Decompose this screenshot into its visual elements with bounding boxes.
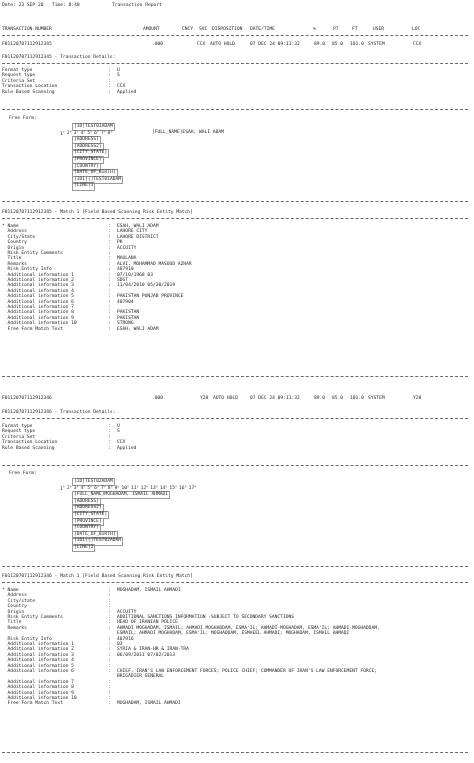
field-colon: : (108, 245, 111, 251)
field-label: Transaction Location (2, 84, 58, 90)
ruler-number: 10 (121, 486, 127, 492)
ruler-number: 17 (188, 486, 195, 492)
field-label: Risk Entity Comments (2, 251, 63, 256)
field-colon: : (108, 625, 111, 631)
col-ft: FT (352, 27, 358, 32)
field-label: * Name (2, 224, 19, 229)
ruler-number: 6 (94, 486, 97, 492)
ruler-number: 5 (87, 131, 91, 137)
ruler-marker: º (69, 129, 72, 134)
field-label: Origin (2, 609, 25, 615)
field-value: ACCUITY (117, 609, 137, 615)
field-colon: : (108, 440, 111, 446)
field-label: City/State (2, 234, 36, 240)
field-value: U (117, 424, 120, 429)
field-value: 07/10/1968 03 (117, 272, 153, 278)
free-form-field: [PROVINCE] (72, 518, 104, 526)
ruler-marker: º (110, 484, 113, 489)
transaction-pt: 85.0 (332, 396, 344, 401)
field-label: Transaction Location (2, 440, 58, 446)
field-label: Additional information 1 (2, 272, 74, 278)
field-colon: : (108, 642, 111, 647)
ruler-marker: º (96, 484, 99, 489)
ruler-number: 14 (159, 486, 166, 492)
ruler-marker: º (69, 484, 72, 489)
transaction-svc: AUTO HOLD (213, 396, 238, 401)
field-label: Address (2, 593, 27, 599)
ruler-number: 13 (150, 486, 156, 492)
field-label: Additional information 4 (2, 658, 74, 664)
ruler-number: 6 (94, 131, 97, 137)
field-colon: : (108, 620, 111, 626)
free-form-field: [CITY_STATE] (72, 149, 109, 157)
transaction-percent: 89.0 (314, 396, 326, 401)
ruler-number: 1 (60, 486, 63, 492)
ruler-marker: º (83, 129, 86, 134)
transaction-number: F01120707112912346 (2, 396, 52, 401)
field-label: Format type (2, 68, 33, 73)
field-value: Applied (117, 89, 137, 95)
ruler-marker: º (155, 484, 158, 489)
divider (2, 418, 468, 419)
free-form-field: [ADDRESS2] (72, 504, 104, 512)
field-colon: : (108, 240, 111, 246)
free-form-label: Free Form: (9, 471, 37, 476)
transaction-cncy: CCX (197, 42, 206, 47)
ruler-number: 4 (80, 131, 84, 137)
field-value: CCX (117, 84, 126, 90)
transaction-percent: 89.0 (314, 42, 326, 47)
field-value: 407904 (117, 299, 134, 305)
free-form-field: [PROVINCE] (72, 156, 104, 164)
divider (2, 465, 468, 466)
ruler-marker: º (90, 484, 93, 489)
transaction-amount: .000 (152, 396, 164, 401)
field-label: Title (2, 256, 22, 262)
ruler-number: 5 (87, 486, 91, 492)
free-form-field: [CITY_STATE] (72, 511, 109, 519)
free-form-field: [LINE]2 (72, 544, 95, 552)
free-form-inline-field: [FULL_NAME]ESAH, WALI ADAM (152, 129, 224, 135)
field-colon: : (108, 305, 111, 310)
field-colon: : (108, 658, 111, 664)
ruler-number: 7 (100, 486, 104, 492)
field-value: 407916 (117, 636, 134, 642)
free-form-field: [LINE]1 (72, 182, 95, 190)
field-label: Risk Entity Info (2, 636, 52, 642)
ruler-marker: º (103, 129, 106, 134)
field-label: Origin (2, 245, 25, 251)
field-colon: : (108, 434, 111, 440)
field-row (2, 701, 462, 706)
field-label: Remarks (2, 625, 27, 631)
field-colon: : (108, 278, 111, 283)
field-value: 11/04/2010 05/30/2019 (117, 283, 176, 289)
free-form-field: [ID1][]TEST02ADAM (72, 537, 123, 545)
field-label: Additional information 8 (2, 310, 74, 316)
ruler-marker: º (184, 484, 187, 489)
ruler-number: 3 (73, 131, 77, 137)
ruler-number: 16 (179, 486, 185, 492)
free-form-field: [FULL_NAME]MOGHADAM, ISMAIL AHMADI (72, 491, 170, 499)
field-label: Additional information 10 (2, 321, 77, 327)
details-title: F01120707112912345 - Transaction Details: (2, 55, 116, 60)
ruler-number: 8 (107, 486, 111, 492)
field-colon: : (108, 234, 111, 240)
field-label: Additional information 2 (2, 278, 74, 283)
field-colon: : (108, 429, 111, 435)
field-colon: : (108, 78, 111, 84)
field-value: AHMADI MOGHADAM, ISMAIL; AHMADI MOGHADDAM, ESMA'IL; AHMADI-MOGHADAM, ESMA'IL; AHMADI-MOGHADDAM, (117, 625, 380, 631)
field-label: City/state (2, 598, 36, 604)
ruler-marker: º (146, 484, 149, 489)
field-colon: : (108, 685, 111, 691)
field-value: PAKISTAN (117, 315, 140, 321)
field-colon: : (108, 679, 111, 685)
details-title: F01120707112912346 - Transaction Details: (2, 410, 116, 415)
divider (2, 566, 468, 567)
field-colon: : (108, 299, 111, 305)
field-value: ESAH, WALI ADAM (117, 326, 159, 332)
field-value: CCX (117, 440, 126, 446)
field-value: U (117, 68, 120, 73)
report-date: Date: 23 SEP 20 (2, 3, 44, 8)
field-colon: : (108, 588, 111, 593)
field-label: Country (2, 240, 27, 246)
field-value: CHIEF, IRAN'S LAW ENFORCEMENT FORCES; POLICE CHIEF; COMMANDER OF IRAN'S LAW ENFORCEMENT FORCE; (117, 669, 377, 674)
field-label: Rule Based Scanning (2, 445, 55, 451)
free-form-field: [DATE_OF_BIRTH] (72, 531, 118, 539)
field-label: Free Form Match Text (2, 701, 63, 707)
ruler-marker: º (103, 484, 106, 489)
field-label: Free Form Match Text (2, 326, 63, 332)
field-value: SYRIA & IRAN-HR & IRAN-TRA (117, 647, 189, 653)
field-colon: : (108, 73, 111, 79)
ruler-marker: º (110, 129, 113, 134)
field-colon: : (108, 261, 111, 267)
transaction-datetime: 07 DEC 24 09:11:32 (250, 396, 300, 401)
field-colon: : (108, 310, 111, 316)
col-cncy: CNCY (182, 27, 194, 32)
col-transaction-number: TRANSACTION NUMBER (2, 27, 52, 32)
field-colon: : (108, 663, 111, 669)
field-label: Additional information 10 (2, 696, 77, 701)
field-colon: : (108, 696, 111, 701)
field-colon: : (108, 89, 111, 95)
field-colon: : (108, 326, 111, 332)
ruler-marker: º (96, 129, 99, 134)
field-colon: : (108, 321, 111, 327)
field-colon: : (108, 636, 111, 642)
field-colon: : (108, 652, 111, 658)
field-value: MOGHADAM, ISMAIL AHMADI (117, 588, 181, 593)
transaction-loc: Y28 (413, 396, 422, 401)
field-label: Additional information 4 (2, 288, 74, 294)
ruler-number: 15 (169, 486, 175, 492)
free-form-field: [ID1][]TEST01ADAM (72, 176, 123, 184)
field-value: MAULANA (117, 256, 137, 262)
field-value: ALVI, MOHAMMAD MASOOD AZHAR (117, 261, 192, 267)
transaction-pt: 85.0 (332, 42, 344, 47)
field-colon: : (108, 647, 111, 653)
free-form-label: Free Form: (9, 116, 37, 121)
free-form-field: [ADDRESS] (72, 498, 101, 506)
field-label: Additional information 7 (2, 679, 74, 685)
field-colon: : (108, 224, 111, 229)
ruler-marker: º (90, 129, 93, 134)
field-colon: : (108, 445, 111, 451)
ruler-marker: º (174, 484, 178, 489)
ruler-marker: º (127, 484, 130, 489)
report-time: Time: 8:40 (52, 3, 80, 8)
field-value: ESMAIL; AHMADI MOGHADAM, ESMA'IL; MOGHADDAM, ESMAEEL AHMADI; MOGHADAM, ISMAIL AHMADI (117, 631, 350, 637)
field-label: Additional information 3 (2, 652, 74, 658)
ruler-number: 1 (60, 131, 63, 137)
ruler-marker: º (76, 129, 79, 134)
field-label: Risk Entity Comments (2, 615, 63, 620)
field-colon: : (108, 294, 111, 300)
field-colon: : (108, 615, 111, 620)
field-label: Additional information 9 (2, 315, 74, 321)
ruler-marker: º (136, 484, 139, 489)
transaction-user: SYSTEM (368, 396, 385, 401)
field-label: Request type (2, 73, 36, 79)
divider (2, 218, 468, 219)
field-value: PAKISTAN PUNJAB PROVINCE (117, 294, 184, 300)
field-value: S (117, 429, 120, 435)
field-label: Remarks (2, 261, 27, 267)
field-value: 03 (117, 642, 123, 647)
col-amount: AMOUNT (143, 27, 160, 32)
field-colon: : (108, 288, 111, 294)
ruler-marker: º (117, 484, 120, 489)
transaction-amount: .000 (152, 42, 164, 47)
ruler-number: 2 (66, 486, 70, 492)
field-value: ADDITIONAL SANCTIONS INFORMATION -SUBJECT TO SECONDARY SANCTIONS (117, 615, 295, 620)
transaction-ft: 101.0 (350, 396, 364, 401)
field-label: Title (2, 620, 22, 626)
divider (2, 109, 468, 110)
field-colon: : (108, 604, 111, 610)
field-label: Additional information 6 (2, 669, 74, 674)
ruler-marker: º (83, 484, 86, 489)
divider (2, 63, 468, 64)
field-label: Additional information 1 (2, 642, 74, 647)
ruler-number: 2 (66, 131, 70, 137)
field-colon: : (108, 669, 111, 674)
transaction-user: SYSTEM (368, 42, 385, 47)
transaction-svc: AUTO HOLD (210, 42, 235, 47)
col-disposition: DISPOSITION (212, 27, 243, 32)
col-svc: SVC (199, 27, 208, 32)
field-row (2, 327, 462, 332)
divider (2, 582, 468, 583)
ruler-marker: º (194, 484, 197, 489)
field-colon: : (108, 593, 111, 599)
ruler-number: 12 (140, 486, 147, 492)
field-label: Criteria Set (2, 434, 36, 440)
field-label: Format type (2, 424, 33, 429)
field-value: 06/09/2011 07/02/2013 (117, 652, 176, 658)
free-form-field: [ADDRESS2] (72, 143, 104, 151)
free-form-field: [DATE_OF_BIRTH] (72, 169, 118, 177)
ruler-number: 11 (131, 486, 137, 492)
field-colon: : (108, 267, 111, 273)
transaction-cncy: Y28 (200, 396, 209, 401)
field-label: Request type (2, 429, 36, 435)
transaction-ft: 101.0 (350, 42, 364, 47)
field-value: BRIGADIER GENERAL (117, 674, 165, 680)
field-label: Country (2, 604, 27, 610)
field-label: Additional information 6 (2, 299, 74, 305)
ruler-number: 8 (107, 131, 111, 137)
match-title: F01120707112912345 - Match 1 [Field Based Scanning Risk Entity Match] (2, 210, 193, 215)
divider (2, 35, 468, 36)
col-loc: LOC (412, 27, 421, 32)
ruler-number: 7 (100, 131, 104, 137)
field-value: PAKISTAN (117, 310, 140, 316)
col-user: USER (373, 27, 385, 32)
ruler-number: 4 (80, 486, 84, 492)
match-title: F01120707112912346 - Match 1 [Field Based Scanning Risk Entity Match] (2, 574, 193, 579)
free-form-field: [ID]TEST01ADAM (72, 123, 115, 131)
transaction-datetime: 07 DEC 24 09:11:32 (250, 42, 300, 47)
col-percent: % (313, 27, 316, 32)
report-title: Transaction Report (112, 3, 162, 8)
ruler-number: 3 (73, 486, 77, 492)
divider (2, 201, 468, 202)
field-label: Additional information 7 (2, 305, 74, 310)
field-value: SDGT (117, 278, 129, 283)
ruler-marker: º (76, 484, 79, 489)
field-value: STRONG (117, 321, 134, 327)
field-value: PK (117, 240, 123, 246)
col-pt: PT (333, 27, 339, 32)
free-form-field: [COUNTRY] (72, 524, 101, 532)
field-value: LAHORE DISTRICT (117, 234, 159, 240)
field-value: MOGHADAM, ISMAIL AHMADI (117, 701, 181, 707)
field-label: Additional information 5 (2, 294, 74, 300)
field-value: S (117, 73, 120, 79)
field-value: HEAD OF IRANIAN POLICE (117, 620, 178, 626)
free-form-field: [ADDRESS] (72, 136, 101, 144)
field-colon: : (108, 283, 111, 289)
field-label: Criteria Set (2, 78, 36, 84)
field-colon: : (108, 598, 111, 604)
ruler-marker: º (62, 484, 65, 489)
ruler-marker: º (62, 129, 65, 134)
field-row (2, 90, 462, 95)
field-label: * Name (2, 588, 19, 593)
field-label: Additional information 9 (2, 690, 74, 696)
field-colon: : (108, 690, 111, 696)
field-colon: : (108, 256, 111, 262)
field-colon: : (108, 272, 111, 278)
field-row (2, 446, 462, 451)
field-colon: : (108, 424, 111, 429)
transaction-loc: CCX (413, 42, 422, 47)
col-datetime: DATE/TIME (250, 27, 275, 32)
free-form-field: [ID]TEST02ADAM (72, 478, 115, 486)
ruler-number: 9 (114, 486, 118, 492)
field-value: Applied (117, 445, 137, 451)
field-colon: : (108, 701, 111, 707)
field-label: Rule Based Scanning (2, 89, 55, 95)
field-label: Risk Entity Info (2, 267, 52, 273)
field-colon: : (108, 609, 111, 615)
field-value: 407910 (117, 267, 134, 273)
field-colon: : (108, 229, 111, 235)
transaction-number: F01120707112912345 (2, 42, 52, 47)
field-label: Additional information 3 (2, 283, 74, 289)
field-colon: : (108, 68, 111, 73)
ruler-marker: º (165, 484, 168, 489)
field-value: ACCUITY (117, 245, 137, 251)
field-value: LAHORE CITY (117, 229, 148, 235)
field-colon: : (108, 315, 111, 321)
free-form-field: [COUNTRY] (72, 163, 101, 171)
field-label: Additional information 5 (2, 663, 74, 669)
field-label: Additional information 8 (2, 685, 74, 691)
field-colon: : (108, 84, 111, 90)
divider (2, 376, 468, 377)
field-value: ESAH, WALI ADAM (117, 224, 159, 229)
divider (2, 752, 468, 753)
field-label: Additional information 2 (2, 647, 74, 653)
field-label: Address (2, 229, 27, 235)
field-colon: : (108, 251, 111, 256)
